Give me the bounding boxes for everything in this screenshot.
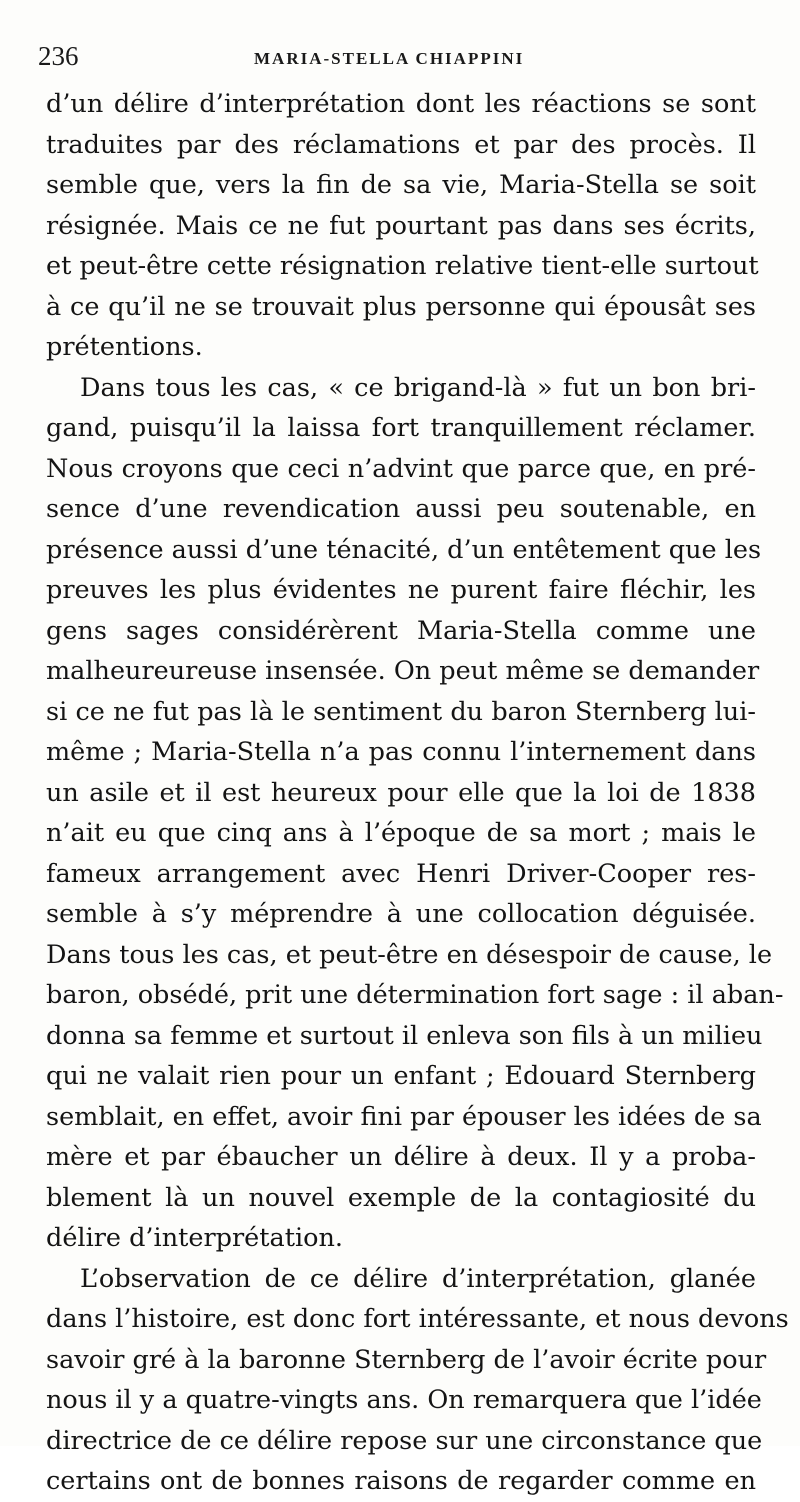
text-line: n’ait eu que cinq ans à l’époque de sa mort ; mais le bbox=[46, 818, 756, 848]
text-line: sence d’une revendication aussi peu soutenable, en bbox=[46, 494, 756, 524]
text-line: dans l’histoire, est donc fort intéressante, et nous devons bbox=[46, 1304, 789, 1334]
text-line: L’observation de ce délire d’interprétation, glanée bbox=[80, 1263, 756, 1294]
text-line: certains ont de bonnes raisons de regarder comme en bbox=[46, 1466, 756, 1496]
text-line: résignée. Mais ce ne fut pourtant pas dans ses écrits, bbox=[46, 210, 756, 241]
body-text bbox=[46, 84, 789, 1502]
text-line: délire d’interprétation. bbox=[46, 1223, 343, 1253]
text-line: directrice de ce délire repose sur une circonstance que bbox=[46, 1425, 763, 1456]
text-line: un asile et il est heureux pour elle que la loi de 1838 bbox=[46, 777, 756, 808]
paragraph bbox=[46, 368, 784, 1259]
text-line: Nous croyons que ceci n’advint que parce que, en pré- bbox=[46, 453, 756, 484]
text-line: mère et par ébaucher un délire à deux. Il y a proba- bbox=[46, 1142, 756, 1172]
text-line: baron, obsédé, prit une détermination fort sage : il aban- bbox=[46, 980, 784, 1010]
text-line: même ; Maria-Stella n’a pas connu l’internement dans bbox=[46, 737, 756, 767]
text-line: Dans tous les cas, « ce brigand-là » fut un bon bri- bbox=[80, 372, 756, 403]
text-line: malheureureuse insensée. On peut même se demander bbox=[46, 656, 760, 686]
text-line: gand, puisqu’il la laissa fort tranquillement réclamer. bbox=[46, 413, 756, 443]
text-line: blement là un nouvel exemple de la contagiosité du bbox=[46, 1182, 756, 1213]
text-line: et peut-être cette résignation relative tient-elle surtout bbox=[46, 251, 759, 281]
text-line: prétentions. bbox=[46, 332, 203, 362]
text-line: à ce qu’il ne se trouvait plus personne qui épousât ses bbox=[46, 291, 756, 322]
text-line: semblait, en effet, avoir fini par épouser les idées de sa bbox=[46, 1101, 762, 1132]
text-line: Dans tous les cas, et peut-être en désespoir de cause, le bbox=[46, 939, 773, 970]
text-line: d’un délire d’interprétation dont les réactions se sont bbox=[46, 89, 756, 119]
text-line: semble à s’y méprendre à une collocation déguisée. bbox=[46, 899, 756, 929]
text-line: donna sa femme et surtout il enleva son fils à un milieu bbox=[46, 1020, 763, 1051]
text-line: fameux arrangement avec Henri Driver-Cooper res- bbox=[46, 858, 756, 889]
running-title: MARIA-STELLA CHIAPPINI bbox=[254, 49, 525, 68]
text-line: qui ne valait rien pour un enfant ; Edouard Sternberg bbox=[46, 1061, 756, 1091]
text-line: nous il y a quatre-vingts ans. On remarquera que l’idée bbox=[46, 1385, 762, 1415]
paragraph bbox=[46, 84, 759, 368]
page-number: 236 bbox=[38, 41, 79, 71]
running-header bbox=[38, 38, 760, 78]
text-line: si ce ne fut pas là le sentiment du baron Sternberg lui- bbox=[46, 696, 756, 727]
text-line: présence aussi d’une ténacité, d’un entêtement que les bbox=[46, 534, 762, 565]
text-line: traduites par des réclamations et par des procès. Il bbox=[46, 129, 756, 160]
text-line: savoir gré à la baronne Sternberg de l’avoir écrite pour bbox=[46, 1344, 767, 1375]
paragraph bbox=[46, 1259, 789, 1502]
text-line: semble que, vers la fin de sa vie, Maria-Stella se soit bbox=[46, 170, 756, 200]
text-line: gens sages considérèrent Maria-Stella comme une bbox=[46, 615, 756, 646]
text-line: preuves les plus évidentes ne purent faire fléchir, les bbox=[46, 575, 756, 605]
